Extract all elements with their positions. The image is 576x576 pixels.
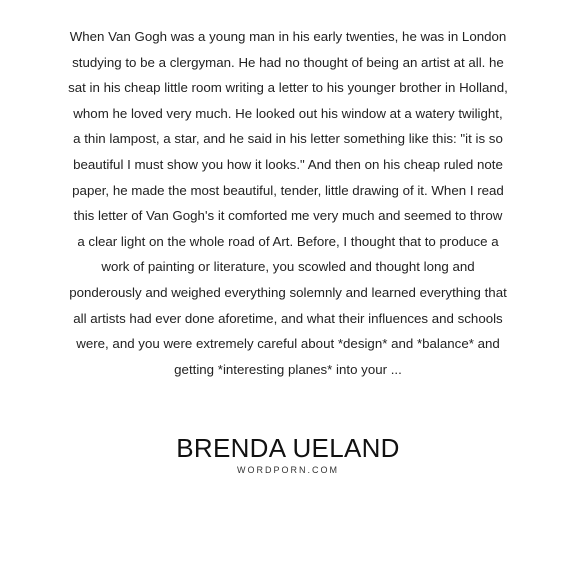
quote-line: When Van Gogh was a young man in his early twenties, he was in London — [69, 29, 507, 44]
quote-line: this letter of Van Gogh's it comforted me very much and seemed to throw — [73, 208, 503, 224]
quote-line: getting *interesting planes* into your ... — [174, 361, 402, 377]
quote-line: whom he loved very much. He looked out his window at a watery twilight, — [73, 105, 503, 121]
quote-line: studying to be a clergyman. He had no thought of being an artist at all. he — [72, 54, 504, 70]
site-credit: WORDPORN.COM — [237, 465, 339, 475]
author-name: BRENDA UELAND — [176, 433, 400, 463]
quote-line: ponderously and weighed everything solemnly and learned everything that — [69, 284, 507, 300]
quote-line: paper, he made the most beautiful, tender, little drawing of it. When I read — [72, 182, 504, 198]
quote-text — [48, 24, 528, 382]
quote-line: all artists had ever done aforetime, and what their influences and schools — [73, 310, 503, 326]
quote-line: sat in his cheap little room writing a letter to his younger brother in Holland, — [68, 80, 508, 96]
quote-line: beautiful I must show you how it looks." And then on his cheap ruled note — [73, 156, 503, 172]
quote-line: were, and you were extremely careful about *design* and *balance* and — [76, 336, 500, 352]
quote-line: a clear light on the whole road of Art. Before, I thought that to produce a — [77, 233, 499, 249]
quote-line: work of painting or literature, you scowled and thought long and — [101, 259, 475, 275]
quote-line: a thin lampost, a star, and he said in his letter something like this: "it is so — [73, 131, 503, 147]
